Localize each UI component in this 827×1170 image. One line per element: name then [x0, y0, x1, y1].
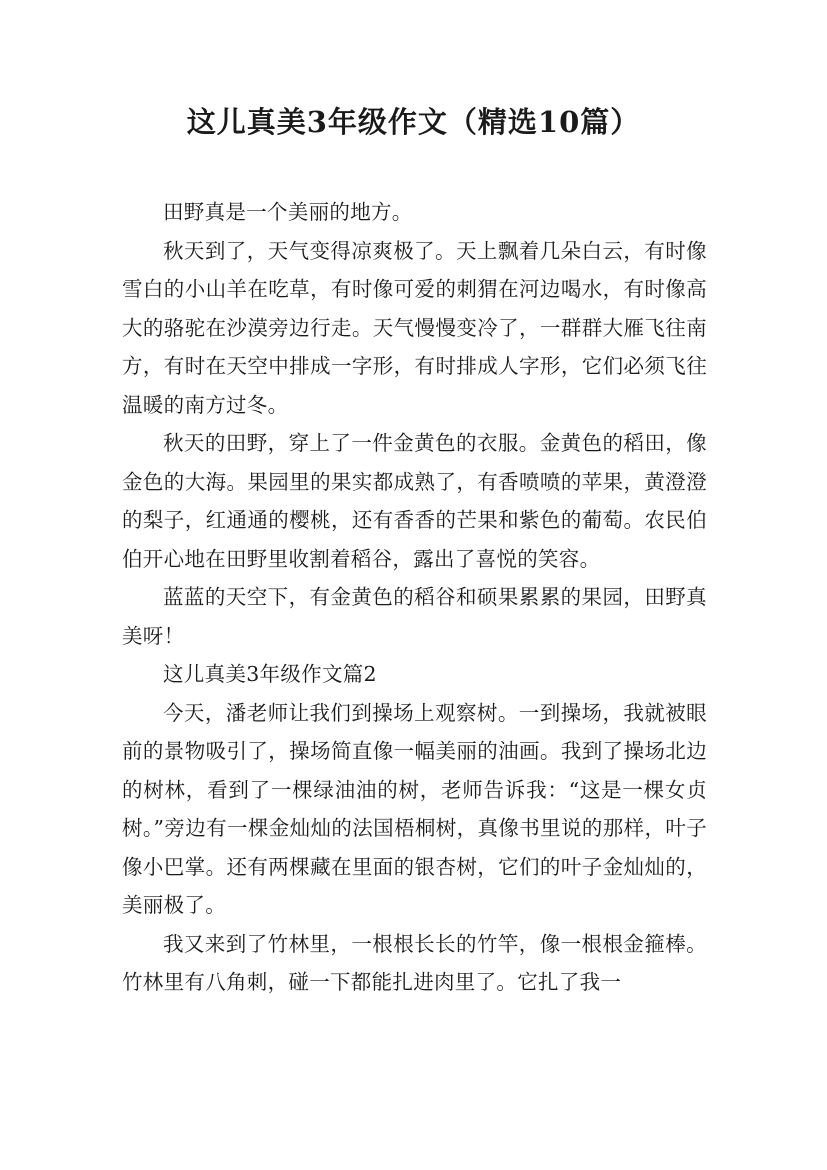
paragraph: 蓝蓝的天空下，有金黄色的稻谷和硕果累累的果园，田野真美呀！ [122, 585, 707, 648]
paragraph: 今天，潘老师让我们到操场上观察树。一到操场，我就被眼前的景物吸引了，操场简直像一幅美丽的油画。我到了操场北边的树林，看到了一棵绿油油的树，老师告诉我：“这是一棵女贞树。”旁边有一棵金灿灿的法国梧桐树，真像书里说的那样，叶子像小巴掌。还有两棵藏在里面的银杏树，它们的叶子金灿灿的，美丽极了。 [122, 700, 707, 917]
document-body [122, 193, 707, 1002]
paragraph: 秋天的田野，穿上了一件金黄色的衣服。金黄色的稻田，像金色的大海。果园里的果实都成熟了，有香喷喷的苹果，黄澄澄的梨子，红通通的樱桃，还有香香的芒果和紫色的葡萄。农民伯伯开心地在田野里收割着稻谷，露出了喜悦的笑容。 [122, 431, 707, 571]
document-title: 这儿真美3年级作文（精选10篇） [186, 105, 641, 139]
paragraph: 秋天到了，天气变得凉爽极了。天上飘着几朵白云，有时像雪白的小山羊在吃草，有时像可爱的刺猬在河边喝水，有时像高大的骆驼在沙漠旁边行走。天气慢慢变冷了，一群群大雁飞往南方，有时在天空中排成一字形，有时排成人字形，它们必须飞往温暖的南方过冬。 [122, 238, 707, 417]
paragraph: 田野真是一个美丽的地方。 [163, 200, 413, 224]
section-heading: 这儿真美3年级作文篇2 [163, 662, 377, 686]
paragraph: 我又来到了竹林里，一根根长长的竹竿，像一根根金箍棒。竹林里有八角刺，碰一下都能扎进肉里了。它扎了我一 [122, 931, 707, 994]
